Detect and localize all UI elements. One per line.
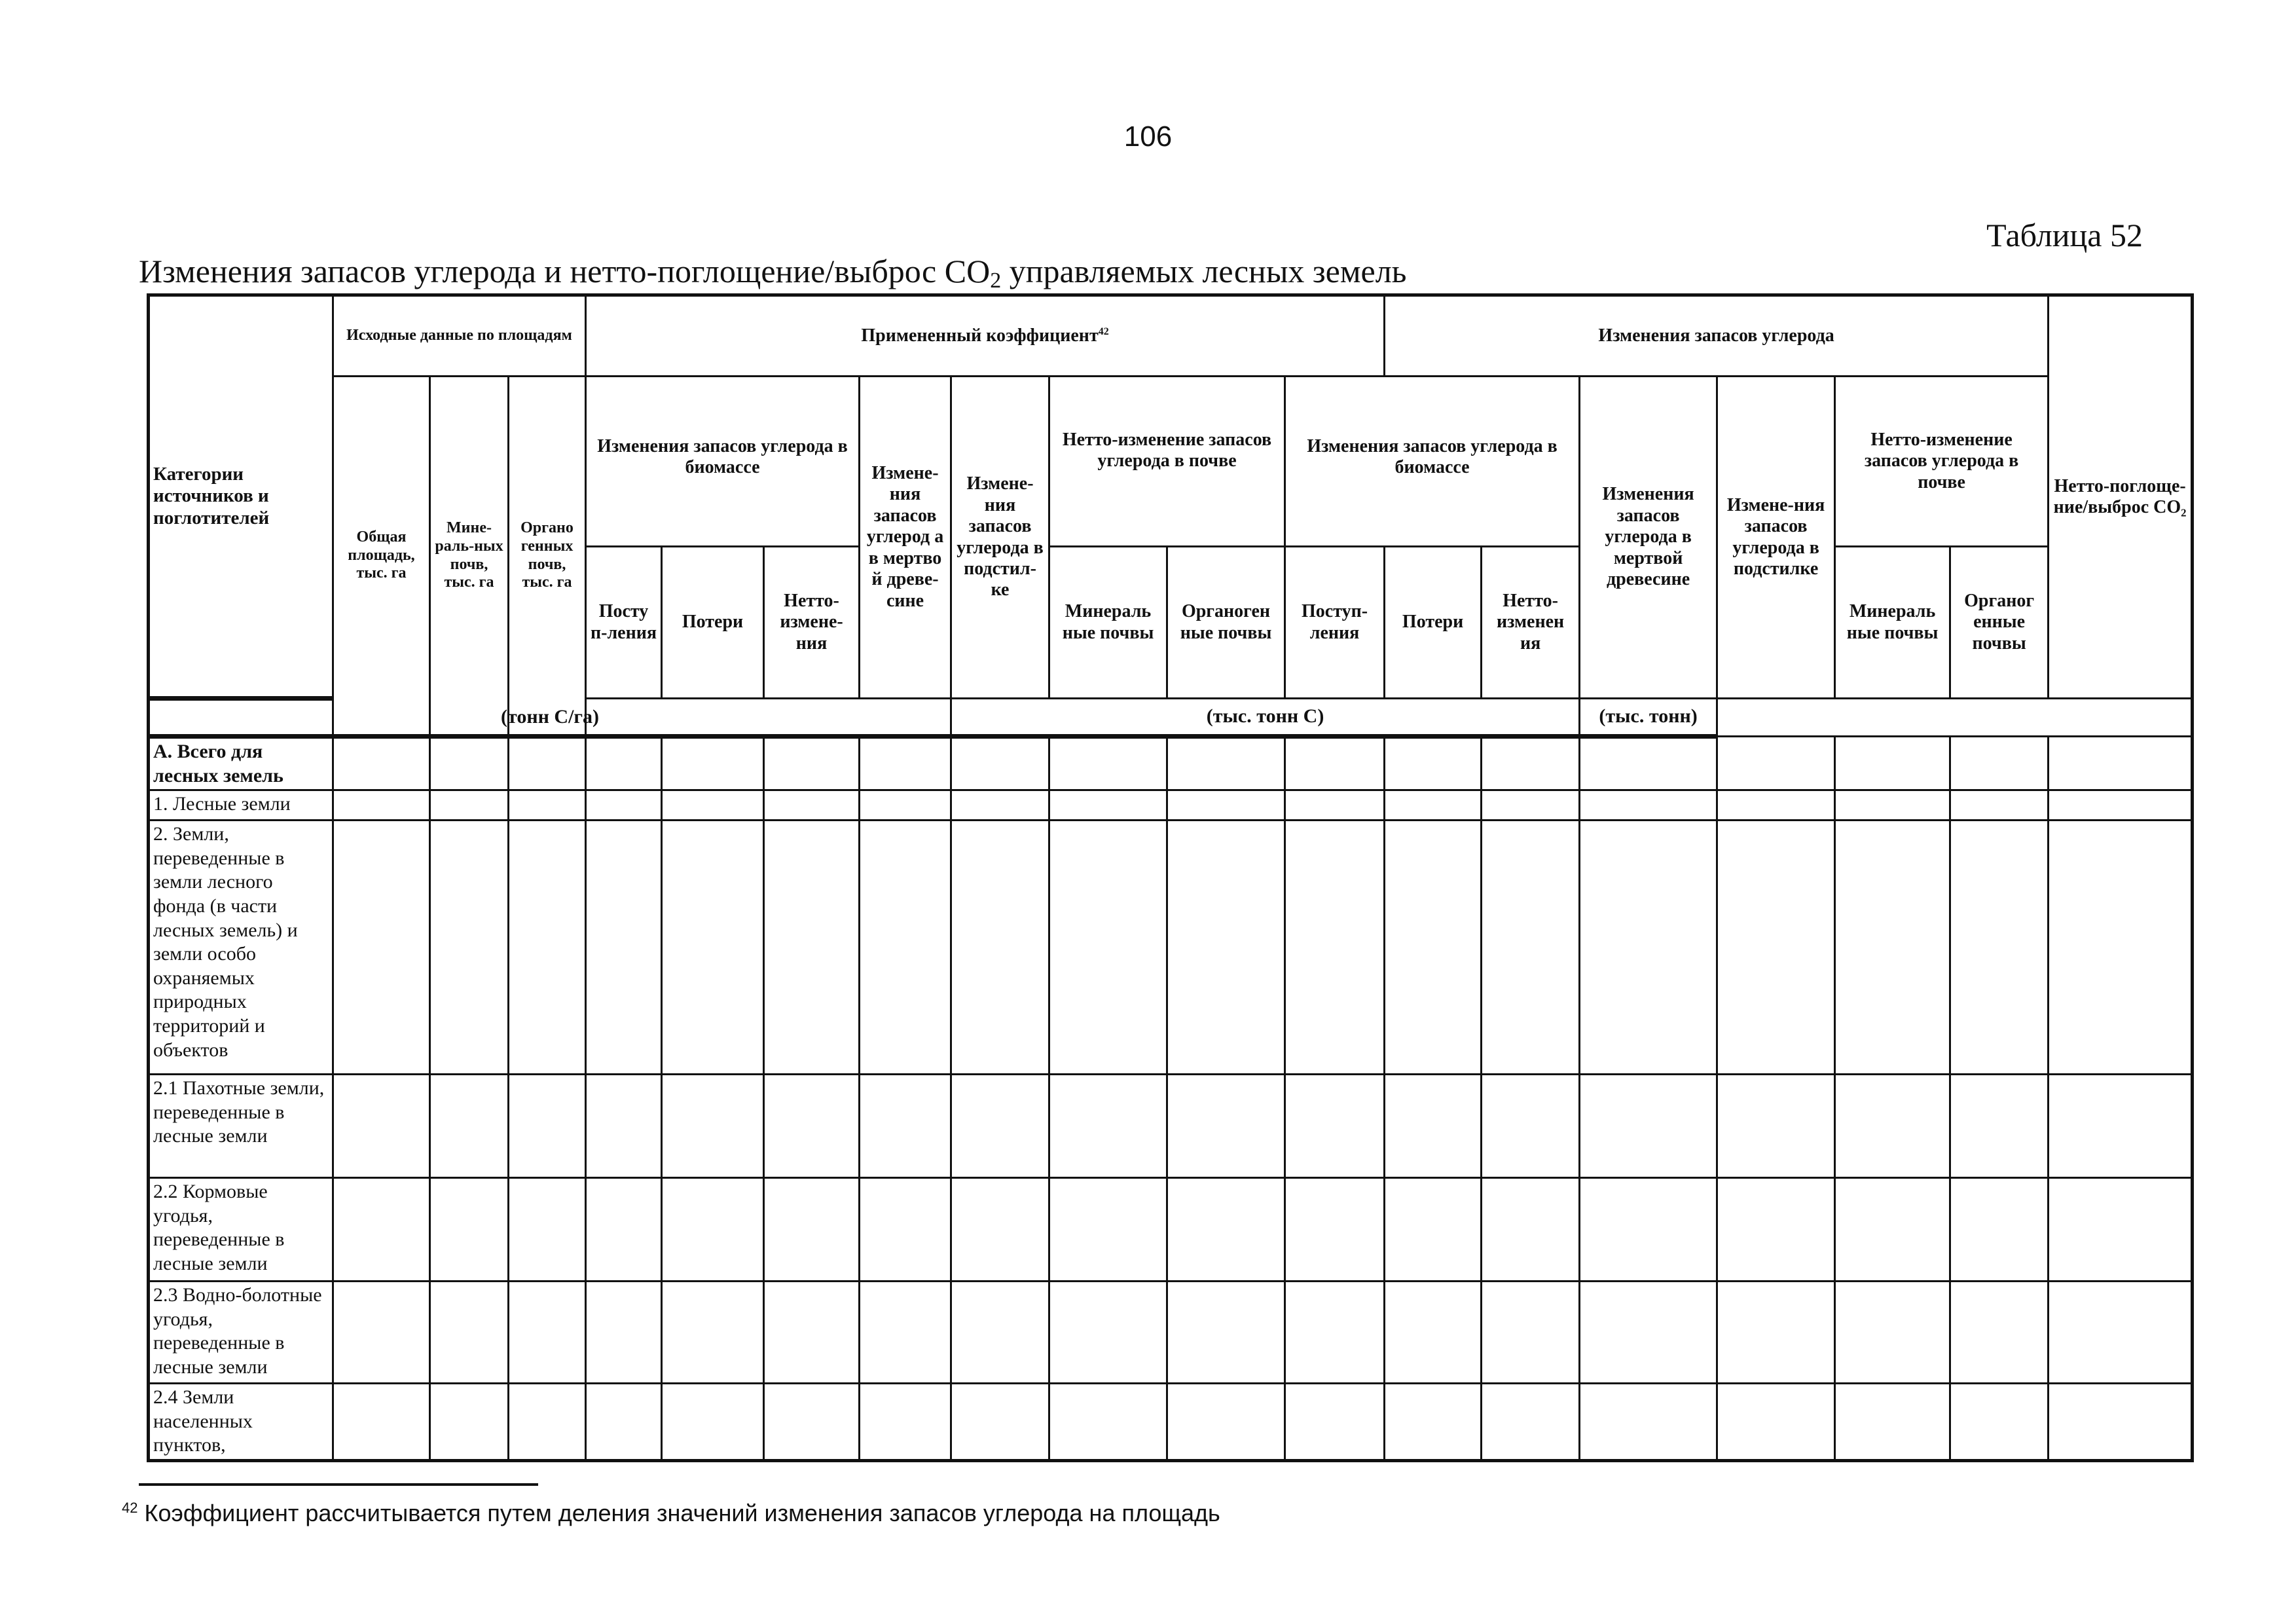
empty-cell — [1482, 737, 1580, 790]
empty-cell — [2049, 821, 2193, 1075]
empty-cell — [860, 1075, 951, 1178]
mineral-soils-area-header: Мине-раль-ных почв, тыс. га — [430, 377, 509, 737]
empty-cell — [860, 737, 951, 790]
applied-coefficient-label: Примененный коэффициент — [861, 325, 1099, 346]
empty-cell — [1950, 790, 2049, 821]
empty-cell — [2049, 737, 2193, 790]
empty-cell — [662, 1282, 764, 1384]
empty-cell — [1835, 1075, 1950, 1178]
empty-cell — [1385, 737, 1482, 790]
empty-cell — [430, 821, 509, 1075]
empty-cell — [951, 1384, 1049, 1461]
empty-cell — [1285, 821, 1385, 1075]
empty-cell — [586, 821, 662, 1075]
empty-cell — [1835, 1384, 1950, 1461]
chg-organic-header: Органог енные почвы — [1950, 547, 2049, 699]
row-label: 1. Лесные земли — [149, 790, 333, 821]
empty-cell — [430, 1282, 509, 1384]
empty-cell — [430, 1384, 509, 1461]
empty-cell — [1580, 737, 1717, 790]
empty-cell — [333, 1178, 430, 1282]
coef-losses-header: Потери — [662, 547, 764, 699]
chg-biomass-header: Изменения запасов углерода в биомассе — [1285, 377, 1580, 547]
empty-cell — [509, 790, 586, 821]
table-title-main: Изменения запасов углерода и нетто-поглощение/выброс CO — [139, 253, 991, 289]
net-removal-header: Нетто-поглоще-ние/выброс CO₂ — [2049, 295, 2193, 699]
unit-changes: (тыс. тонн С) — [951, 699, 1580, 737]
empty-cell — [1167, 1075, 1285, 1178]
empty-cell — [662, 1075, 764, 1178]
table-title-end: управляемых лесных земель — [1001, 253, 1407, 289]
empty-cell — [1167, 1282, 1285, 1384]
empty-cell — [430, 790, 509, 821]
empty-cell — [1950, 1178, 2049, 1282]
unit-coefficient: (тонн С/га) — [149, 699, 951, 737]
empty-cell — [1385, 1282, 1482, 1384]
empty-cell — [1049, 790, 1167, 821]
empty-cell — [860, 1384, 951, 1461]
empty-cell — [1049, 1178, 1167, 1282]
table-title-subscript: 2 — [990, 268, 1002, 293]
empty-cell — [1049, 737, 1167, 790]
empty-cell — [1717, 790, 1835, 821]
page-number: 106 — [1123, 120, 1173, 153]
empty-cell — [1580, 821, 1717, 1075]
empty-cell — [764, 1282, 860, 1384]
empty-cell — [2049, 790, 2193, 821]
empty-cell — [1835, 1178, 1950, 1282]
empty-cell — [951, 1178, 1049, 1282]
unit-net: (тыс. тонн) — [1580, 699, 1717, 737]
empty-cell — [333, 1282, 430, 1384]
empty-cell — [1167, 821, 1285, 1075]
row-label: 2. Земли, переведенные в земли лесного фонда (в части лесных земель) и земли особо охраняемых природных территорий и объектов — [149, 821, 333, 1075]
table-row — [149, 1282, 2193, 1384]
empty-cell — [509, 1178, 586, 1282]
empty-cell — [509, 821, 586, 1075]
empty-cell — [1717, 1282, 1835, 1384]
coef-dead-wood-header: Измене-ния запасов углерод а в мертво й древе-сине — [860, 377, 951, 699]
empty-cell — [1049, 821, 1167, 1075]
empty-cell — [764, 1384, 860, 1461]
empty-cell — [1385, 790, 1482, 821]
empty-cell — [1950, 1384, 2049, 1461]
empty-cell — [509, 1384, 586, 1461]
empty-cell — [430, 1178, 509, 1282]
empty-cell — [764, 1075, 860, 1178]
empty-cell — [1580, 1178, 1717, 1282]
empty-cell — [764, 790, 860, 821]
empty-cell — [2049, 1282, 2193, 1384]
empty-cell — [509, 737, 586, 790]
empty-cell — [333, 821, 430, 1075]
footnote-rule — [139, 1483, 538, 1486]
table-row — [149, 790, 2193, 821]
empty-cell — [2049, 1075, 2193, 1178]
empty-cell — [1580, 1384, 1717, 1461]
empty-cell — [1285, 790, 1385, 821]
row-label: 2.3 Водно-болотные угодья, переведенные в лесные земли — [149, 1282, 333, 1384]
empty-cell — [1482, 821, 1580, 1075]
empty-cell — [1482, 1075, 1580, 1178]
coef-organic-header: Органоген ные почвы — [1167, 547, 1285, 699]
empty-cell — [1285, 1075, 1385, 1178]
empty-cell — [586, 737, 662, 790]
total-area-header: Общая площадь, тыс. га — [333, 377, 430, 737]
empty-cell — [1049, 1075, 1167, 1178]
empty-cell — [586, 790, 662, 821]
empty-cell — [1049, 1282, 1167, 1384]
table-title — [139, 252, 1406, 293]
empty-cell — [586, 1282, 662, 1384]
empty-cell — [662, 737, 764, 790]
empty-cell — [764, 1178, 860, 1282]
empty-cell — [951, 1282, 1049, 1384]
empty-cell — [2049, 1178, 2193, 1282]
empty-cell — [586, 1178, 662, 1282]
empty-cell — [1950, 821, 2049, 1075]
empty-cell — [1717, 737, 1835, 790]
chg-dead-wood-header: Изменения запасов углерода в мертвой древесине — [1580, 377, 1717, 699]
empty-cell — [333, 1384, 430, 1461]
empty-cell — [1385, 1178, 1482, 1282]
empty-cell — [509, 1282, 586, 1384]
table-row — [149, 1384, 2193, 1461]
empty-cell — [1385, 1075, 1482, 1178]
empty-cell — [1285, 1178, 1385, 1282]
empty-cell — [1285, 737, 1385, 790]
empty-cell — [662, 1384, 764, 1461]
coef-litter-header: Измене-ния запасов углерода в подстил-ке — [951, 377, 1049, 699]
carbon-stock-table — [147, 293, 2194, 1462]
empty-cell — [1717, 1178, 1835, 1282]
empty-cell — [1482, 1178, 1580, 1282]
source-data-header: Исходные данные по площадям — [333, 295, 586, 377]
empty-cell — [662, 821, 764, 1075]
empty-cell — [430, 1075, 509, 1178]
footnote-text: Коэффициент рассчитывается путем деления значений изменения запасов углерода на площадь — [144, 1500, 1220, 1526]
empty-cell — [1950, 737, 2049, 790]
categories-header: Категории источников и поглотителей — [149, 295, 333, 699]
empty-cell — [1835, 1282, 1950, 1384]
empty-cell — [1049, 1384, 1167, 1461]
empty-cell — [860, 1282, 951, 1384]
empty-cell — [1835, 737, 1950, 790]
stock-changes-header: Изменения запасов углерода — [1385, 295, 2049, 377]
footnote-marker: 42 — [122, 1500, 138, 1516]
row-label: 2.2 Кормовые угодья, переведенные в лесные земли — [149, 1178, 333, 1282]
empty-cell — [1835, 821, 1950, 1075]
empty-cell — [764, 821, 860, 1075]
empty-cell — [1580, 790, 1717, 821]
empty-cell — [1580, 1282, 1717, 1384]
row-label: 2.4 Земли населенных пунктов, — [149, 1384, 333, 1461]
table-body — [149, 737, 2193, 1461]
coef-mineral-header: Минераль ные почвы — [1049, 547, 1167, 699]
empty-cell — [1285, 1282, 1385, 1384]
table-row — [149, 821, 2193, 1075]
organic-soils-area-header: Органо генных почв, тыс. га — [509, 377, 586, 737]
empty-cell — [430, 737, 509, 790]
row-label: 2.1 Пахотные земли, переведенные в лесные земли — [149, 1075, 333, 1178]
coef-biomass-header: Изменения запасов углерода в биомассе — [586, 377, 860, 547]
empty-cell — [586, 1384, 662, 1461]
empty-cell — [333, 1075, 430, 1178]
empty-cell — [1835, 790, 1950, 821]
empty-cell — [333, 737, 430, 790]
chg-net-header: Нетто-изменен ия — [1482, 547, 1580, 699]
empty-cell — [333, 790, 430, 821]
empty-cell — [1482, 1384, 1580, 1461]
empty-cell — [509, 1075, 586, 1178]
empty-cell — [662, 790, 764, 821]
empty-cell — [1167, 1178, 1285, 1282]
table-row — [149, 1178, 2193, 1282]
empty-cell — [1717, 821, 1835, 1075]
empty-cell — [662, 1178, 764, 1282]
empty-cell — [586, 1075, 662, 1178]
empty-cell — [1167, 1384, 1285, 1461]
table-label: Таблица 52 — [1986, 217, 2143, 253]
chg-litter-header: Измене-ния запасов углерода в подстилке — [1717, 377, 1835, 699]
empty-cell — [1717, 1384, 1835, 1461]
chg-losses-header: Потери — [1385, 547, 1482, 699]
footnote-ref: 42 — [1098, 325, 1109, 337]
empty-cell — [1167, 790, 1285, 821]
empty-cell — [1385, 1384, 1482, 1461]
empty-cell — [951, 737, 1049, 790]
chg-gains-header: Поступ-ления — [1285, 547, 1385, 699]
empty-cell — [951, 821, 1049, 1075]
coef-net-header: Нетто-измене-ния — [764, 547, 860, 699]
chg-mineral-header: Минераль ные почвы — [1835, 547, 1950, 699]
empty-cell — [1385, 821, 1482, 1075]
empty-cell — [860, 1178, 951, 1282]
empty-cell — [1950, 1282, 2049, 1384]
empty-cell — [1482, 1282, 1580, 1384]
chg-soil-header: Нетто-изменение запасов углерода в почве — [1835, 377, 2049, 547]
row-label: А. Всего для лесных земель — [149, 737, 333, 790]
coef-soil-header: Нетто-изменение запасов углерода в почве — [1049, 377, 1285, 547]
empty-cell — [2049, 1384, 2193, 1461]
empty-cell — [1167, 737, 1285, 790]
empty-cell — [1285, 1384, 1385, 1461]
empty-cell — [1717, 1075, 1835, 1178]
applied-coefficient-header — [586, 295, 1385, 377]
empty-cell — [860, 790, 951, 821]
empty-cell — [1482, 790, 1580, 821]
empty-cell — [1580, 1075, 1717, 1178]
table-row — [149, 737, 2193, 790]
coef-gains-header: Посту п-ления — [586, 547, 662, 699]
empty-cell — [764, 737, 860, 790]
empty-cell — [860, 821, 951, 1075]
table-row — [149, 1075, 2193, 1178]
empty-cell — [951, 790, 1049, 821]
empty-cell — [1950, 1075, 2049, 1178]
empty-cell — [951, 1075, 1049, 1178]
footnote — [122, 1500, 1220, 1527]
